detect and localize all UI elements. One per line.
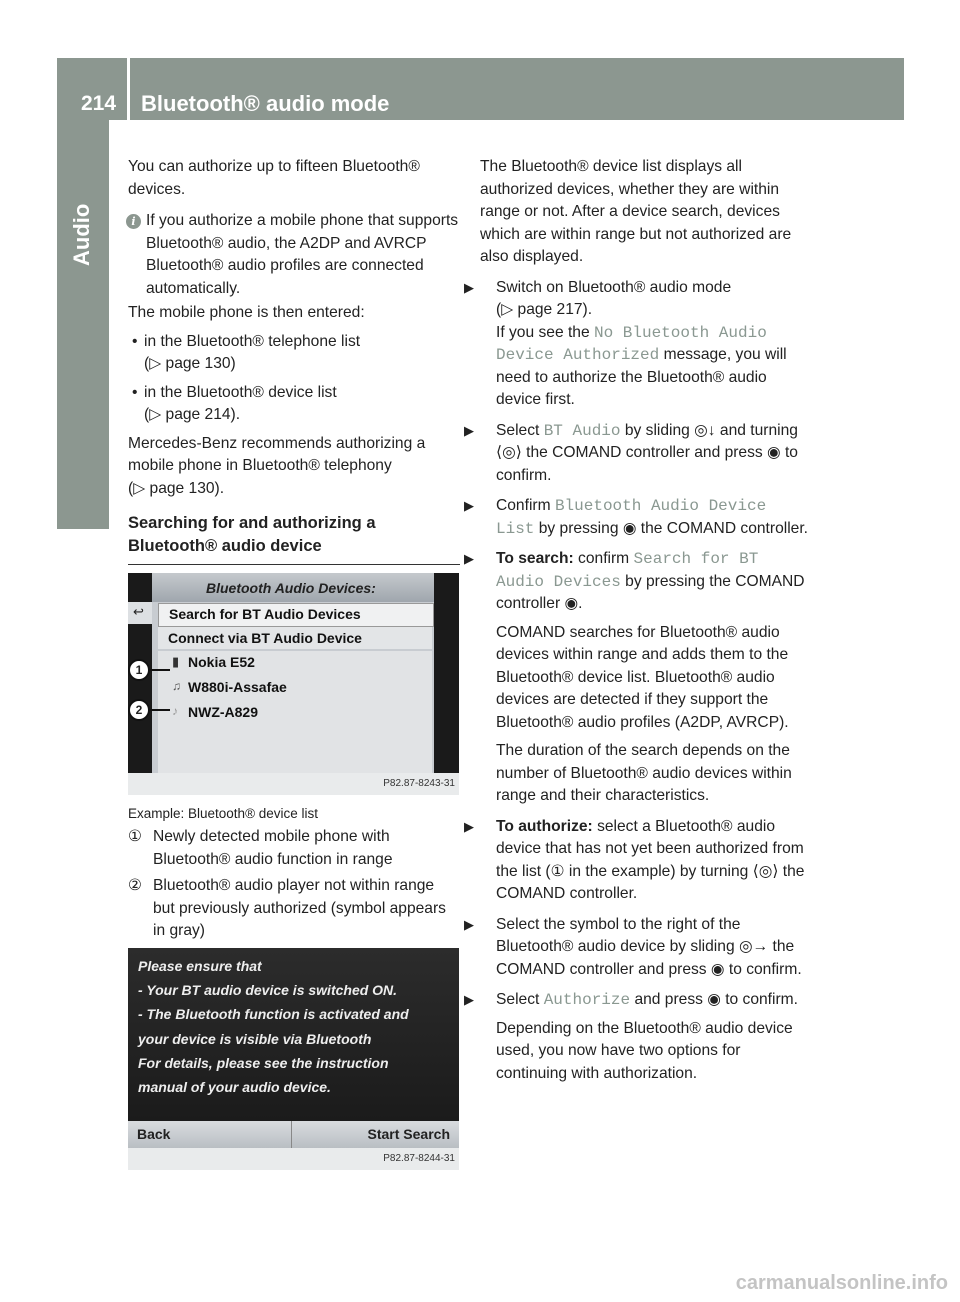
figure-caption-block (128, 804, 460, 943)
search-row[interactable] (158, 603, 434, 627)
bullet-telephone-list (128, 331, 460, 376)
legend-number-1: ① (128, 828, 142, 845)
section-tab-label: Audio (69, 203, 94, 266)
phone-audio-icon: ♫ (172, 679, 181, 693)
page-ref: (▷ page 217). (496, 301, 593, 318)
search-screenshot (128, 948, 459, 1170)
section-tab (57, 120, 109, 529)
step-text: Select (496, 991, 540, 1008)
device-list-screenshot (128, 573, 459, 795)
step-text: Select the symbol to the right of the Bluetooth® audio device by sliding ◎→ the COMAND controller and press ◉ to confirm. (496, 915, 802, 978)
left-column (128, 156, 460, 565)
right-column (464, 156, 814, 1085)
connect-row-label: Connect via BT Audio Device (168, 630, 362, 646)
message-line: - Your BT audio device is switched ON. (138, 982, 398, 999)
back-tab[interactable] (128, 602, 152, 624)
recommend-ref: (▷ page 130). (128, 479, 225, 497)
step-authorize (464, 816, 814, 906)
step-text: COMAND searches for Bluetooth® audio devices within range and adds them to the Bluetooth® device list. Bluetooth® audio devices are detected if they support the Bluetooth® audio profiles (A2DP, AVRCP). (496, 623, 789, 731)
step-text: Select (496, 421, 540, 439)
message-line: For details, please see the instruction (138, 1054, 389, 1071)
code-strip (128, 773, 459, 795)
bullet-text: in the Bluetooth® telephone list (144, 332, 361, 350)
start-search-button[interactable]: Start Search (367, 1126, 450, 1142)
page-ref: (▷ page 214). (144, 406, 241, 423)
legend-item-1 (128, 826, 460, 871)
header-divider (127, 58, 130, 120)
info-block (128, 210, 460, 500)
step-text: Depending on the Bluetooth® audio device used, you now have two options for continuing with authorization. (496, 1019, 793, 1082)
step-arrow-icon: ▶ (464, 818, 474, 834)
step-arrow-icon: ▶ (464, 422, 474, 438)
section-heading: Searching for and authorizing a Bluetooth® audio device (128, 514, 376, 555)
menu-term: No Bluetooth Audio Device Authorized (496, 323, 767, 364)
intro-text: You can authorize up to fifteen Bluetooth® devices. (128, 158, 420, 198)
info-text-2: The mobile phone is then entered: (128, 304, 365, 321)
recommend-text: Mercedes-Benz recommends authorizing a mobile phone in Bluetooth® telephony (128, 434, 426, 474)
step-label: To search: (496, 550, 574, 567)
device-list-paragraph: The Bluetooth® device list displays all authorized devices, whether they are within range or not. After a device search, devices which are within range but not authorized are also displayed. (480, 158, 792, 265)
softkey-divider (291, 1121, 292, 1148)
menu-term: Authorize (543, 991, 631, 1009)
search-row-label: Search for BT Audio Devices (169, 606, 361, 622)
bullet-icon: • (132, 383, 138, 401)
bullet-text: in the Bluetooth® device list (144, 383, 337, 401)
screen-title-bar (152, 573, 434, 602)
page-ref: (▷ page 130) (144, 355, 236, 372)
legend-number-2: ② (128, 877, 142, 894)
code-strip (128, 1148, 459, 1170)
step-text: The duration of the search depends on the number of Bluetooth® audio devices within range and their characteristics. (496, 742, 792, 804)
step-text: select a Bluetooth® audio device that has not yet been authorized from the list (① in the example) by turning ⟨◎⟩ the COMAND controller. (496, 817, 805, 902)
bullet-icon: • (132, 332, 138, 350)
step-confirm-list (464, 495, 814, 540)
step-text: confirm (578, 550, 630, 567)
legend-item-2 (128, 875, 460, 943)
step-text: and press ◉ to confirm. (634, 991, 798, 1008)
menu-term: Search for BT Audio Devices (496, 550, 759, 591)
step-text: If you see the (496, 323, 590, 341)
step-text: by pressing the COMAND controller ◉. (496, 572, 805, 612)
device-row[interactable] (158, 676, 432, 700)
screen-title: Bluetooth Audio Devices: (206, 580, 376, 596)
back-button[interactable]: Back (137, 1126, 171, 1142)
message-line: manual of your audio device. (138, 1079, 331, 1096)
softkey-bar (128, 1121, 459, 1148)
step-arrow-icon: ▶ (464, 992, 474, 1007)
step-arrow-icon: ▶ (464, 551, 474, 566)
step-select-bt-audio (464, 420, 814, 488)
device-name: NWZ-A829 (188, 704, 259, 720)
page-header (57, 58, 904, 120)
step-text: by pressing ◉ the COMAND controller. (538, 519, 809, 537)
step-select-authorize (464, 989, 814, 1085)
step-arrow-icon: ▶ (464, 498, 474, 513)
step-text: Switch on Bluetooth® audio mode (496, 278, 732, 296)
step-search (464, 548, 814, 808)
callout-2-line (150, 709, 170, 711)
menu-term: BT Audio (543, 421, 621, 440)
back-icon: ↩ (133, 604, 144, 619)
callout-1-line (150, 669, 170, 671)
step-label: To authorize: (496, 817, 593, 835)
device-row[interactable] (158, 651, 432, 675)
step-text: by sliding ◎↓ and turning ⟨◎⟩ the COMAND controller and press ◉ to confirm. (496, 421, 798, 484)
step-arrow-icon: ▶ (464, 916, 474, 932)
figure-code: P82.87-8243-31 (383, 778, 455, 789)
info-icon: i (126, 214, 141, 229)
bullet-device-list (128, 382, 460, 427)
device-name: W880i-Assafae (188, 679, 287, 695)
step-arrow-icon: ▶ (464, 279, 474, 295)
legend-text: Bluetooth® audio player not within range but previously authorized (symbol appears in gray) (153, 877, 446, 939)
page-title: Bluetooth® audio mode (141, 91, 390, 116)
watermark: carmanualsonline.info (735, 1272, 948, 1294)
message-line: your device is visible via Bluetooth (138, 1030, 372, 1047)
legend-text: Newly detected mobile phone with Bluetooth® audio function in range (153, 828, 393, 868)
callout-1: 1 (128, 659, 150, 681)
page-number: 214 (81, 92, 117, 115)
callout-2: 2 (128, 699, 150, 721)
device-row[interactable] (158, 701, 432, 725)
connect-row[interactable] (158, 627, 432, 649)
heading-rule (128, 564, 460, 565)
info-text: If you authorize a mobile phone that supports Bluetooth® audio, the A2DP and AVRCP Bluetooth® audio profiles are connected automatically. (146, 212, 459, 297)
device-name: Nokia E52 (188, 654, 255, 670)
audio-player-icon: ♪ (172, 704, 178, 718)
phone-icon: ▮ (172, 654, 180, 669)
menu-term: Bluetooth Audio Device List (496, 497, 767, 538)
message-line: - The Bluetooth function is activated and (138, 1006, 409, 1023)
step-text: message, you will need to authorize the Bluetooth® audio device first. (496, 346, 787, 408)
message-line: Please ensure that (138, 958, 262, 974)
step-text: Confirm (496, 497, 551, 514)
figure-code: P82.87-8244-31 (383, 1153, 455, 1164)
step-switch-on (464, 277, 814, 412)
figure-caption: Example: Bluetooth® device list (128, 806, 319, 821)
message-panel (128, 948, 459, 1121)
step-select-symbol (464, 914, 814, 982)
device-list (158, 651, 432, 773)
